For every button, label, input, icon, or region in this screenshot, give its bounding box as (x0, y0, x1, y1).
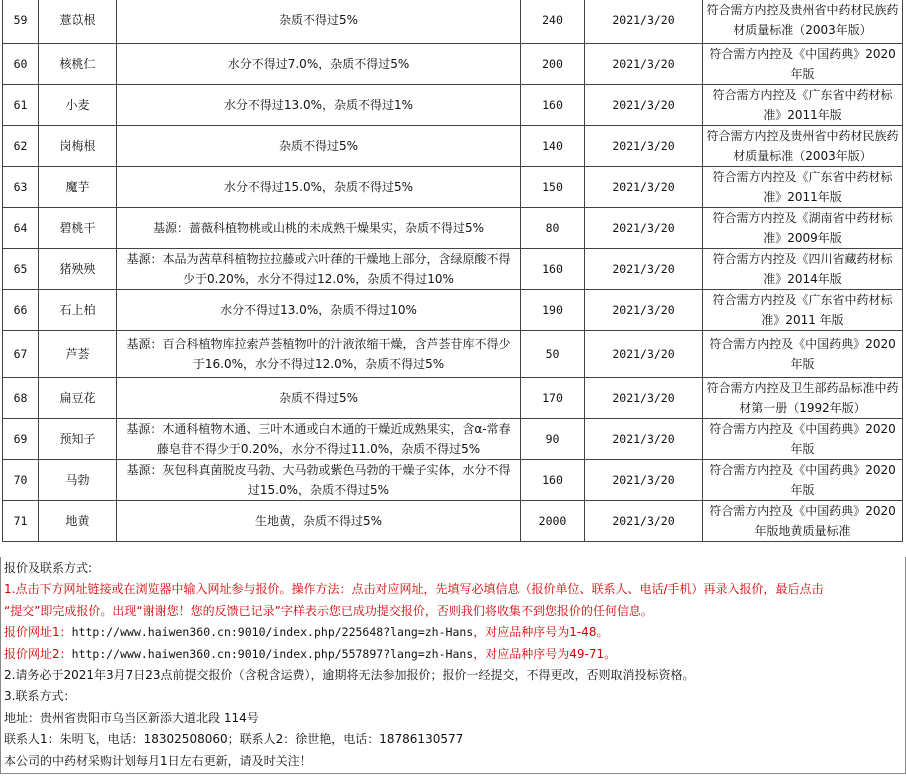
instruction-step1: 1.点击下方网址链接或在浏览器中输入网址参与报价。操作方法：点击对应网址，先填写必填信息（报价单位、联系人、电话/手机）再录入报价，最后点击 (4, 582, 824, 597)
standard-cell: 符合需方内控及《广东省中药材标准》2011 年版 (703, 290, 903, 331)
material-name-cell: 猪殃殃 (39, 249, 117, 290)
standard-cell: 符合需方内控及《四川省藏药材标准》2014年版 (703, 249, 903, 290)
row-number-cell: 71 (3, 501, 39, 542)
material-name-cell: 扁豆花 (39, 378, 117, 419)
notes-heading: 报价及联系方式: (4, 561, 93, 575)
table-row (3, 126, 903, 167)
quantity-cell: 2000 (521, 501, 585, 542)
table-row (3, 290, 903, 331)
date-cell: 2021/3/20 (585, 167, 703, 208)
quality-requirement-cell: 水分不得过15.0%，杂质不得过5% (117, 167, 521, 208)
standard-cell: 符合需方内控及贵州省中药材民族药材质量标准（2003年版） (703, 126, 903, 167)
quality-requirement-cell: 杂质不得过5% (117, 0, 521, 44)
quantity-cell: 50 (521, 331, 585, 378)
table-row (3, 501, 903, 542)
date-cell: 2021/3/20 (585, 44, 703, 85)
material-name-cell: 碧桃干 (39, 208, 117, 249)
date-cell: 2021/3/20 (585, 460, 703, 501)
row-number-cell: 61 (3, 85, 39, 126)
row-number-cell: 66 (3, 290, 39, 331)
date-cell: 2021/3/20 (585, 501, 703, 542)
quality-requirement-cell: 基源：本品为茜草科植物拉拉藤或六叶葎的干燥地上部分，含绿原酸不得少于0.20%，水分不得过12.0%，杂质不得过10% (117, 249, 521, 290)
url2-note: ，对应品种序号为49-71。 (473, 646, 617, 661)
material-name-cell: 马勃 (39, 460, 117, 501)
row-number-cell: 68 (3, 378, 39, 419)
footer-note: 本公司的中药材采购计划每月1日左右更新，请及时关注！ (4, 753, 312, 768)
material-name-cell: 预知子 (39, 419, 117, 460)
quantity-cell: 200 (521, 44, 585, 85)
row-number-cell: 69 (3, 419, 39, 460)
instruction-step2: 2.请务必于2021年3月7日23点前提交报价（含税含运费），逾期将无法参加报价；报价一经提交，不得更改，否则取消投标资格。 (4, 668, 695, 683)
table-row (3, 419, 903, 460)
standard-cell: 符合需方内控及卫生部药品标准中药材第一册（1992年版） (703, 378, 903, 419)
address-line: 地址：贵州省贵阳市乌当区新添大道北段 114号 (4, 710, 259, 725)
material-name-cell: 岗梅根 (39, 126, 117, 167)
quality-requirement-cell: 水分不得过13.0%，杂质不得过1% (117, 85, 521, 126)
material-name-cell: 薏苡根 (39, 0, 117, 44)
table-row (3, 378, 903, 419)
date-cell: 2021/3/20 (585, 249, 703, 290)
standard-cell: 符合需方内控及贵州省中药材民族药材质量标准（2003年版） (703, 0, 903, 44)
quality-requirement-cell: 基源：灰包科真菌脱皮马勃、大马勃或紫色马勃的干燥子实体，水分不得过15.0%，杂质不得过5% (117, 460, 521, 501)
quality-requirement-cell: 基源：蔷薇科植物桃或山桃的未成熟干燥果实，杂质不得过5% (117, 208, 521, 249)
date-cell: 2021/3/20 (585, 419, 703, 460)
table-row (3, 44, 903, 85)
standard-cell: 符合需方内控及《中国药典》2020年版 (703, 460, 903, 501)
date-cell: 2021/3/20 (585, 0, 703, 44)
material-name-cell: 芦荟 (39, 331, 117, 378)
standard-cell: 符合需方内控及《广东省中药材标准》2011年版 (703, 167, 903, 208)
row-number-cell: 65 (3, 249, 39, 290)
material-name-cell: 小麦 (39, 85, 117, 126)
date-cell: 2021/3/20 (585, 85, 703, 126)
standard-cell: 符合需方内控及《中国药典》2020年版地黄质量标准 (703, 501, 903, 542)
materials-table (2, 0, 903, 542)
quality-requirement-cell: 杂质不得过5% (117, 126, 521, 167)
material-name-cell: 核桃仁 (39, 44, 117, 85)
quantity-cell: 90 (521, 419, 585, 460)
quantity-cell: 160 (521, 249, 585, 290)
quality-requirement-cell: 水分不得过7.0%，杂质不得过5% (117, 44, 521, 85)
date-cell: 2021/3/20 (585, 331, 703, 378)
quality-requirement-cell: 水分不得过13.0%，杂质不得过10% (117, 290, 521, 331)
quantity-cell: 190 (521, 290, 585, 331)
row-number-cell: 59 (3, 0, 39, 44)
date-cell: 2021/3/20 (585, 208, 703, 249)
row-number-cell: 63 (3, 167, 39, 208)
standard-cell: 符合需方内控及《中国药典》2020年版 (703, 419, 903, 460)
quantity-cell: 150 (521, 167, 585, 208)
row-number-cell: 60 (3, 44, 39, 85)
instruction-step1-cont: “提交”即完成报价。出现“谢谢您！您的反馈已记录”字样表示您已成功提交报价，否则我们将收集不到您报价的任何信息。 (4, 603, 653, 618)
row-number-cell: 67 (3, 331, 39, 378)
quantity-cell: 80 (521, 208, 585, 249)
date-cell: 2021/3/20 (585, 126, 703, 167)
quality-requirement-cell: 生地黄，杂质不得过5% (117, 501, 521, 542)
standard-cell: 符合需方内控及《中国药典》2020年版 (703, 331, 903, 378)
quality-requirement-cell: 基源：木通科植物木通、三叶木通或白木通的干燥近成熟果实，含α-常春藤皂苷不得少于0.20%，水分不得过11.0%，杂质不得过5% (117, 419, 521, 460)
row-number-cell: 64 (3, 208, 39, 249)
table-row (3, 331, 903, 378)
standard-cell: 符合需方内控及《广东省中药材标准》2011年版 (703, 85, 903, 126)
table-row (3, 460, 903, 501)
standard-cell: 符合需方内控及《湖南省中药材标准》2009年版 (703, 208, 903, 249)
table-row (3, 85, 903, 126)
quote-url1-link[interactable]: http://www.haiwen360.cn:9010/index.php/225648?lang=zh-Hans (71, 625, 474, 640)
quality-requirement-cell: 杂质不得过5% (117, 378, 521, 419)
material-name-cell: 石上柏 (39, 290, 117, 331)
material-name-cell: 魔芋 (39, 167, 117, 208)
notes-section (2, 558, 904, 772)
materials-table-body (3, 0, 903, 542)
row-number-cell: 70 (3, 460, 39, 501)
table-row (3, 208, 903, 249)
contacts-line: 联系人1：朱明飞，电话：18302508060；联系人2：徐世艳，电话：18786130577 (4, 732, 464, 747)
quantity-cell: 140 (521, 126, 585, 167)
url1-note: ，对应品种序号为1-48。 (473, 625, 609, 640)
row-number-cell: 62 (3, 126, 39, 167)
quantity-cell: 240 (521, 0, 585, 44)
table-row (3, 167, 903, 208)
date-cell: 2021/3/20 (585, 290, 703, 331)
quantity-cell: 160 (521, 460, 585, 501)
quote-url1-line (2, 622, 904, 643)
quality-requirement-cell: 基源：百合科植物库拉索芦荟植物叶的汁液浓缩干燥，含芦荟苷库不得少于16.0%，水分不得过12.0%，杂质不得过5% (117, 331, 521, 378)
url2-label: 报价网址2： (4, 646, 72, 661)
material-name-cell: 地黄 (39, 501, 117, 542)
instruction-step3: 3.联系方式： (4, 689, 76, 704)
quantity-cell: 170 (521, 378, 585, 419)
quote-url2-line (2, 644, 904, 665)
quote-url2-link[interactable]: http://www.haiwen360.cn:9010/index.php/557897?lang=zh-Hans (71, 646, 474, 661)
url1-label: 报价网址1： (4, 625, 72, 640)
standard-cell: 符合需方内控及《中国药典》2020年版 (703, 44, 903, 85)
table-row (3, 249, 903, 290)
quantity-cell: 160 (521, 85, 585, 126)
date-cell: 2021/3/20 (585, 378, 703, 419)
table-row (3, 0, 903, 44)
